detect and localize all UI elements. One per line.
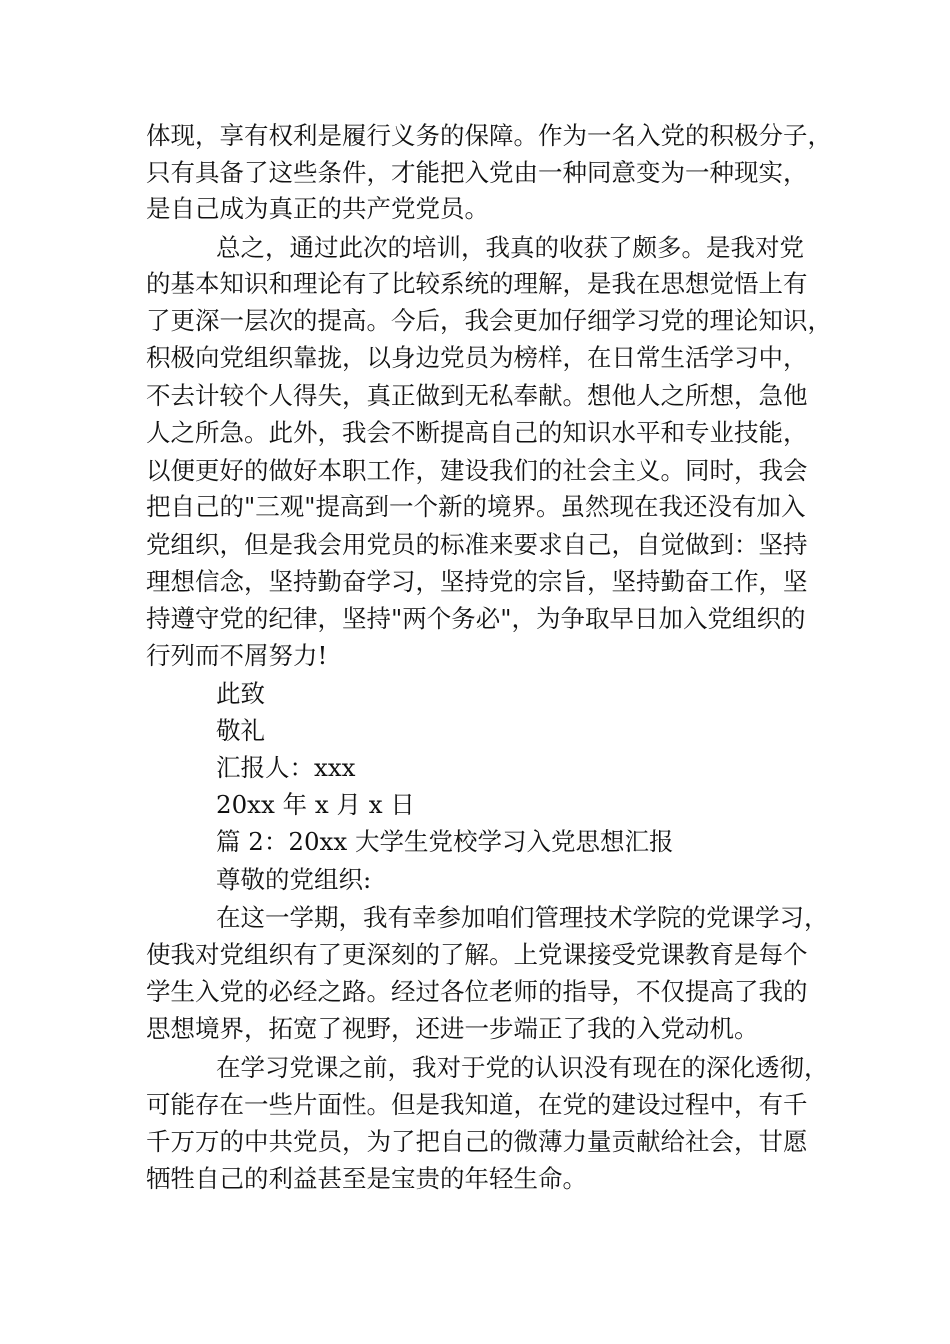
text-line: 的基本知识和理论有了比较系统的理解，是我在思想觉悟上有: [146, 269, 808, 298]
section-title: 篇 2：20xx 大学生党校学习入党思想汇报: [216, 827, 674, 856]
text-line: 把自己的"三观"提高到一个新的境界。虽然现在我还没有加入: [146, 492, 806, 521]
text-line: 使我对党组织有了更深刻的了解。上党课接受党课教育是每个: [146, 940, 808, 969]
paragraph-start-line: 在这一学期，我有幸参加咱们管理技术学院的党课学习，: [216, 903, 829, 932]
paragraph-start-line: 在学习党课之前，我对于党的认识没有现在的深化透彻，: [216, 1053, 829, 1082]
paragraph-start-line: 总之，通过此次的培训，我真的收获了颇多。是我对党: [216, 233, 804, 262]
text-line: 学生入党的必经之路。经过各位老师的指导，不仅提高了我的: [146, 977, 808, 1006]
report-date: 20xx 年 x 月 x 日: [216, 790, 415, 819]
letter-greeting: 尊敬的党组织:: [216, 865, 372, 894]
text-line: 牺牲自己的利益甚至是宝贵的年轻生命。: [146, 1164, 587, 1193]
text-line: 了更深一层次的提高。今后，我会更加仔细学习党的理论知识，: [146, 306, 832, 335]
text-line: 行列而不屑努力!: [146, 641, 328, 670]
text-line: 党组织，但是我会用党员的标准来要求自己，自觉做到：坚持: [146, 530, 808, 559]
text-line: 只有具备了这些条件，才能把入党由一种同意变为一种现实，: [146, 158, 808, 187]
text-line: 以便更好的做好本职工作，建设我们的社会主义。同时，我会: [146, 456, 808, 485]
text-line: 理想信念，坚持勤奋学习，坚持党的宗旨，坚持勤奋工作，坚: [146, 567, 808, 596]
text-line: 千万万的中共党员，为了把自己的微薄力量贡献给社会，甘愿: [146, 1127, 808, 1156]
text-line: 持遵守党的纪律，坚持"两个务必"，为争取早日加入党组织的: [146, 604, 806, 633]
text-line: 思想境界，拓宽了视野，还进一步端正了我的入党动机。: [146, 1014, 759, 1043]
reporter-name: 汇报人：xxx: [216, 753, 356, 782]
text-line: 不去计较个人得失，真正做到无私奉献。想他人之所想，急他: [146, 381, 808, 410]
text-line: 可能存在一些片面性。但是我知道，在党的建设过程中，有千: [146, 1090, 808, 1119]
text-line: 积极向党组织靠拢，以身边党员为榜样，在日常生活学习中，: [146, 343, 808, 372]
text-line: 体现，享有权利是履行义务的保障。作为一名入党的积极分子，: [146, 121, 832, 150]
closing-salutation: 此致: [216, 679, 265, 708]
closing-regards: 敬礼: [216, 716, 265, 745]
text-line: 是自己成为真正的共产党党员。: [146, 194, 489, 223]
text-line: 人之所急。此外，我会不断提高自己的知识水平和专业技能，: [146, 418, 808, 447]
